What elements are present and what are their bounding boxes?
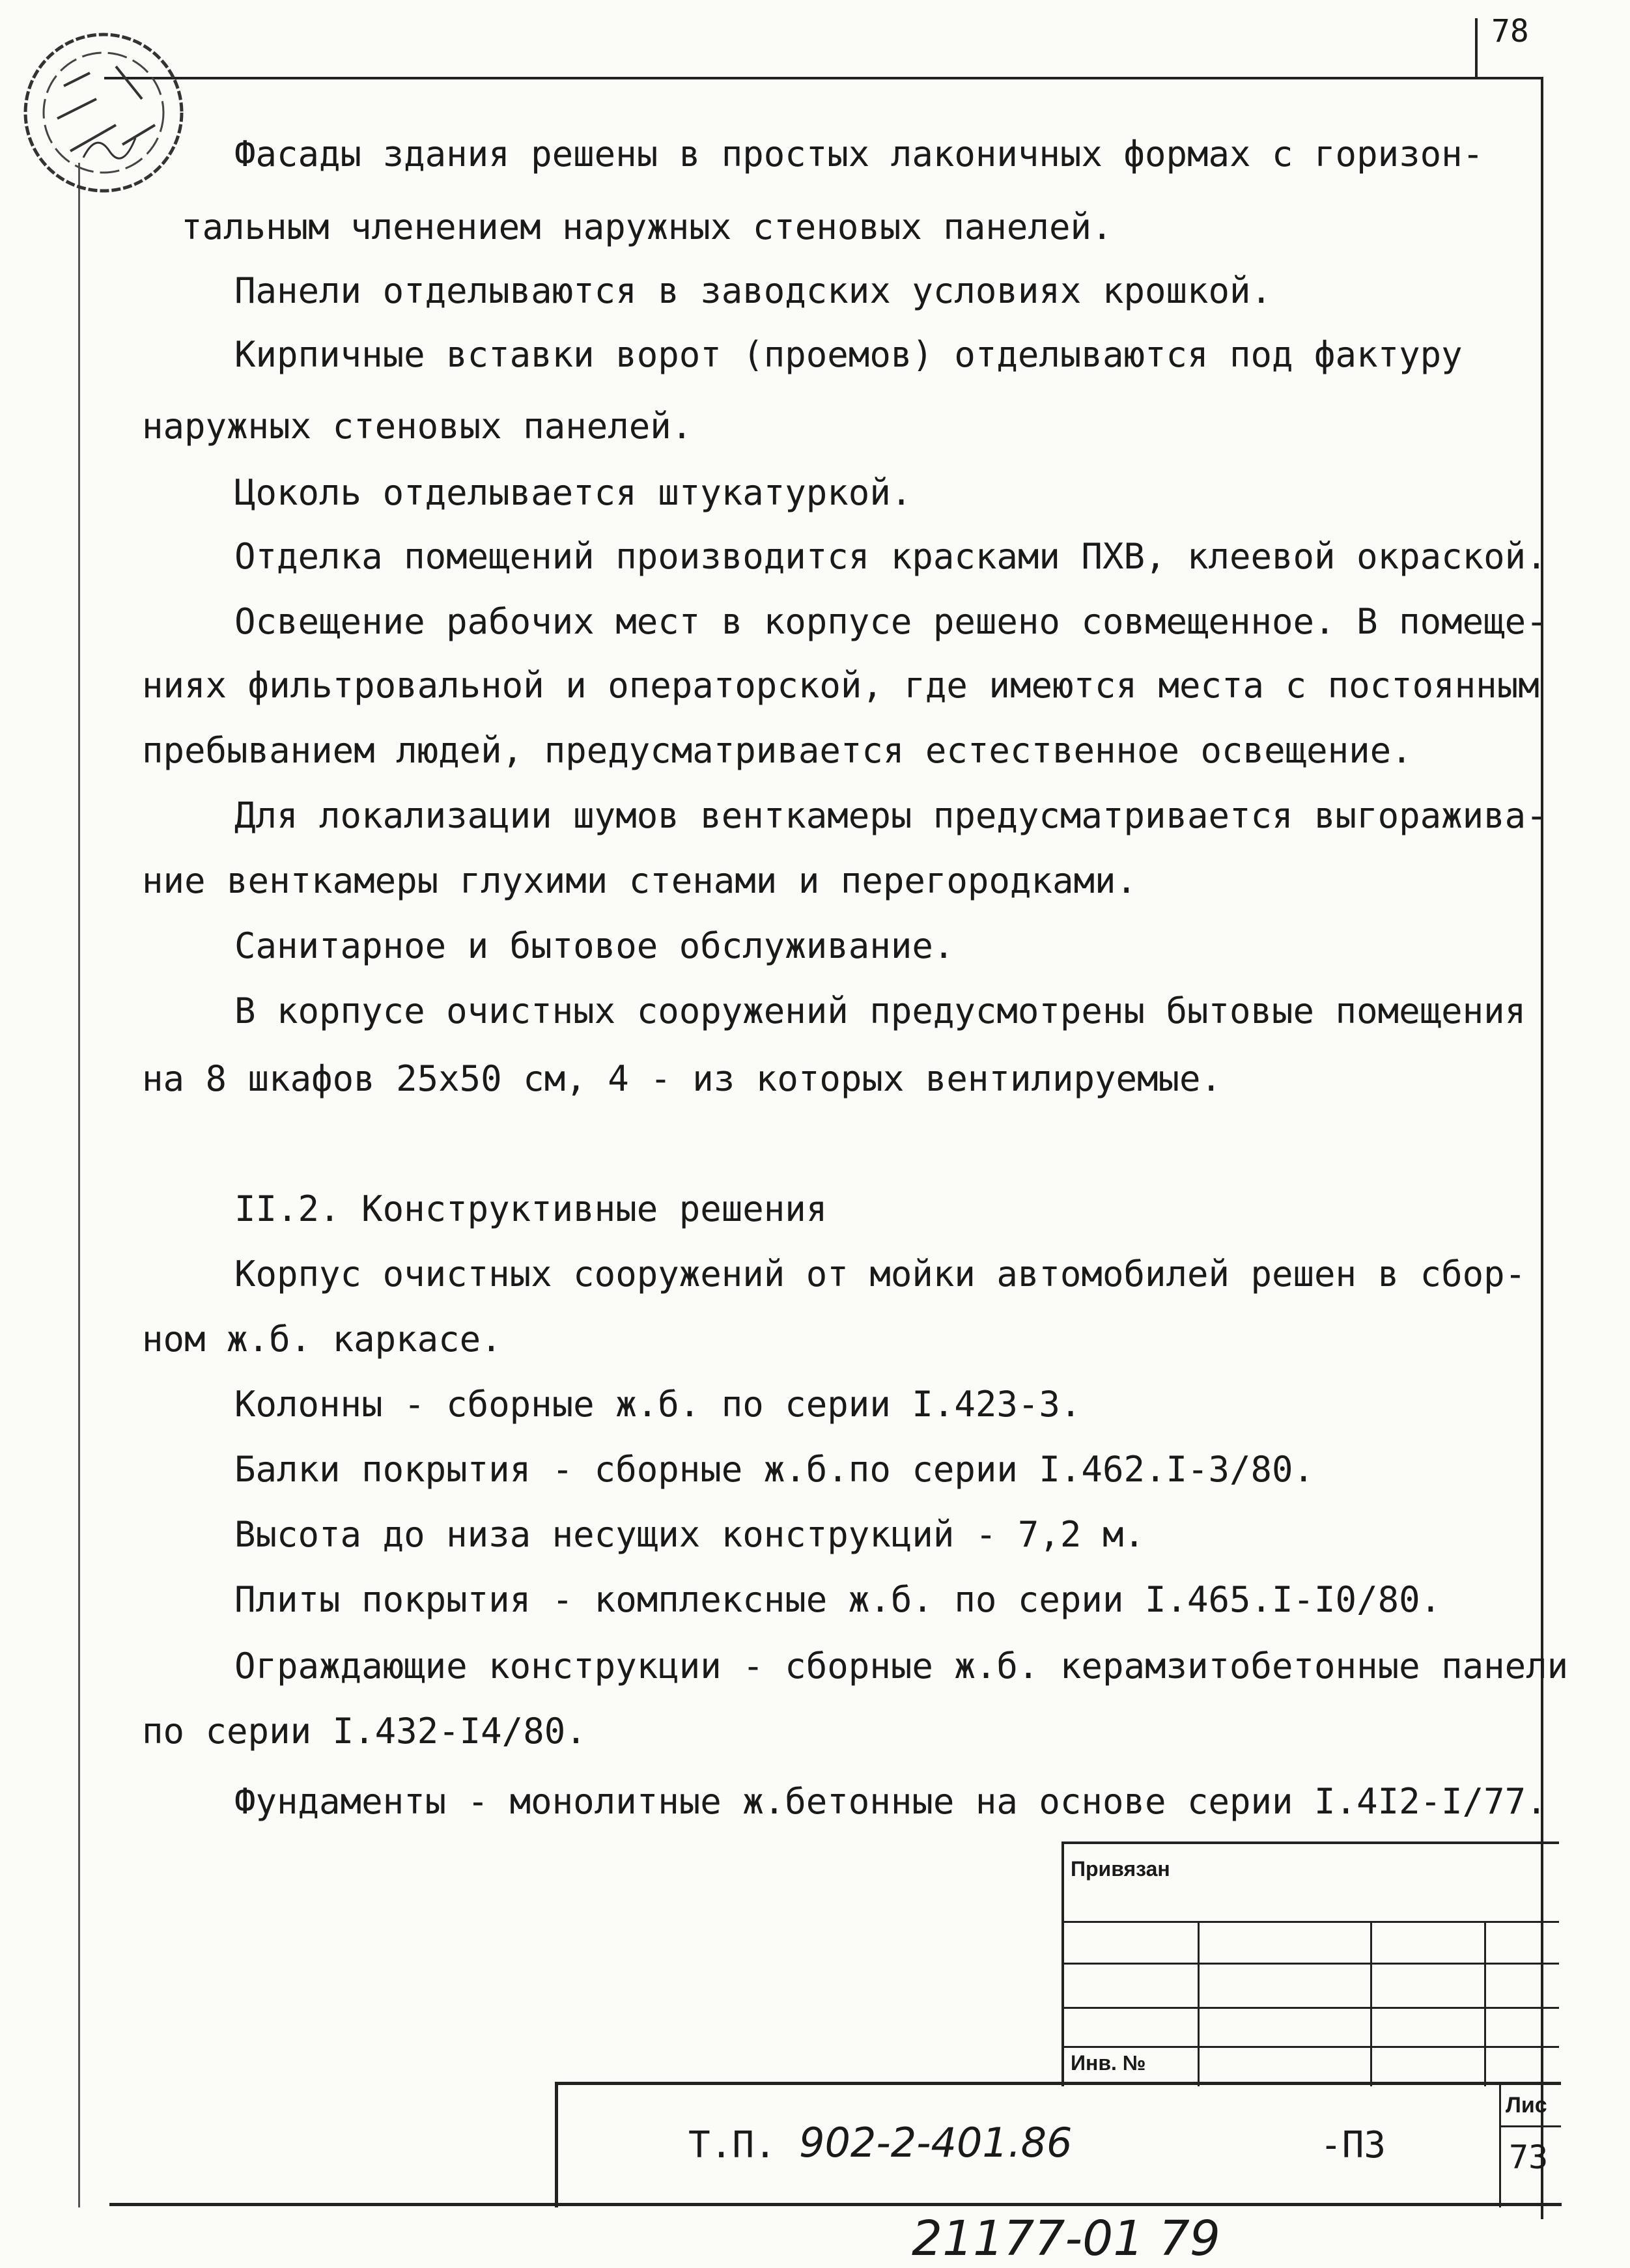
grid-line [1198, 1921, 1200, 2086]
text-line: Балки покрытия - сборные ж.б.по серии I.462.I-3/80. [234, 1449, 1315, 1490]
text-line: В корпусе очистных сооружений предусмотрены бытовые помещения [234, 990, 1526, 1031]
text-line: ном ж.б. каркасе. [142, 1319, 502, 1360]
grid-line [1370, 1921, 1372, 2086]
grid-line [1484, 1921, 1486, 2086]
page-number-divider [1475, 18, 1478, 77]
text-line: на 8 шкафов 25х50 см, 4 - из которых вентилируемые. [142, 1058, 1222, 1099]
text-line: Корпус очистных сооружений от мойки автомобилей решен в сбор- [234, 1253, 1526, 1295]
text-line: Высота до низа несущих конструкций - 7,2 м. [234, 1514, 1145, 1555]
grid-line [1499, 2125, 1561, 2127]
sheet-label: Лис [1506, 2093, 1547, 2118]
text-line: Санитарное и бытовое обслуживание. [234, 925, 955, 966]
text-line: наружных стеновых панелей. [142, 406, 693, 447]
text-line: Ограждающие конструкции - сборные ж.б. керамзитобетонные панели [234, 1645, 1569, 1687]
text-line: Освещение рабочих мест в корпусе решено совмещенное. В помеще- [234, 601, 1547, 642]
text-line: Кирпичные вставки ворот (проемов) отделываются под фактуру [234, 334, 1463, 375]
text-line: Цоколь отделывается штукатуркой. [234, 472, 912, 513]
text-line: пребыванием людей, предусматривается естественное освещение. [142, 730, 1412, 771]
text-line: ние венткамеры глухими стенами и перегородками. [142, 860, 1138, 901]
footer-handwritten-number: 21177-01 79 [912, 2211, 1220, 2267]
text-line: Фундаменты - монолитные ж.бетонные на основе серии I.4I2-I/77. [234, 1781, 1547, 1822]
section-heading: II.2. Конструктивные решения [234, 1188, 828, 1229]
page-number: 78 [1491, 13, 1529, 49]
text-line: Отделка помещений производится красками ПХВ, клеевой окраской. [234, 536, 1547, 577]
text-line: Колонны - сборные ж.б. по серии I.423-3. [234, 1384, 1082, 1425]
text-line: тальным членением наружных стеновых панелей. [181, 206, 1113, 247]
text-line: по серии I.432-I4/80. [142, 1711, 587, 1752]
frame-top-border [104, 77, 1543, 79]
frame-left-border [78, 163, 80, 2207]
archive-stamp-icon [18, 27, 189, 198]
text-line: Для локализации шумов венткамеры предусматривается выгоражива- [234, 795, 1547, 836]
grid-line [1499, 2085, 1501, 2207]
designation-suffix: -ПЗ [1320, 2124, 1386, 2166]
text-line: Панели отделываются в заводских условиях крошкой. [234, 270, 1272, 311]
designation-prefix: Т.П. [688, 2124, 776, 2166]
inv-number-label: Инв. № [1071, 2051, 1146, 2075]
designation-handwritten: 902-2-401.86 [799, 2119, 1073, 2166]
text-line: Фасады здания решены в простых лаконичных формах с горизон- [234, 133, 1484, 175]
text-line: ниях фильтровальной и операторской, где имеются места с постоянным [142, 665, 1539, 706]
main-title-stamp [555, 2082, 1561, 2207]
sheet-value: 73 [1509, 2138, 1549, 2176]
privyazan-label: Привязан [1071, 1857, 1170, 1881]
binding-title-block [1061, 1841, 1559, 2086]
text-line: Плиты покрытия - комплексные ж.б. по серии I.465.I-I0/80. [234, 1579, 1442, 1620]
